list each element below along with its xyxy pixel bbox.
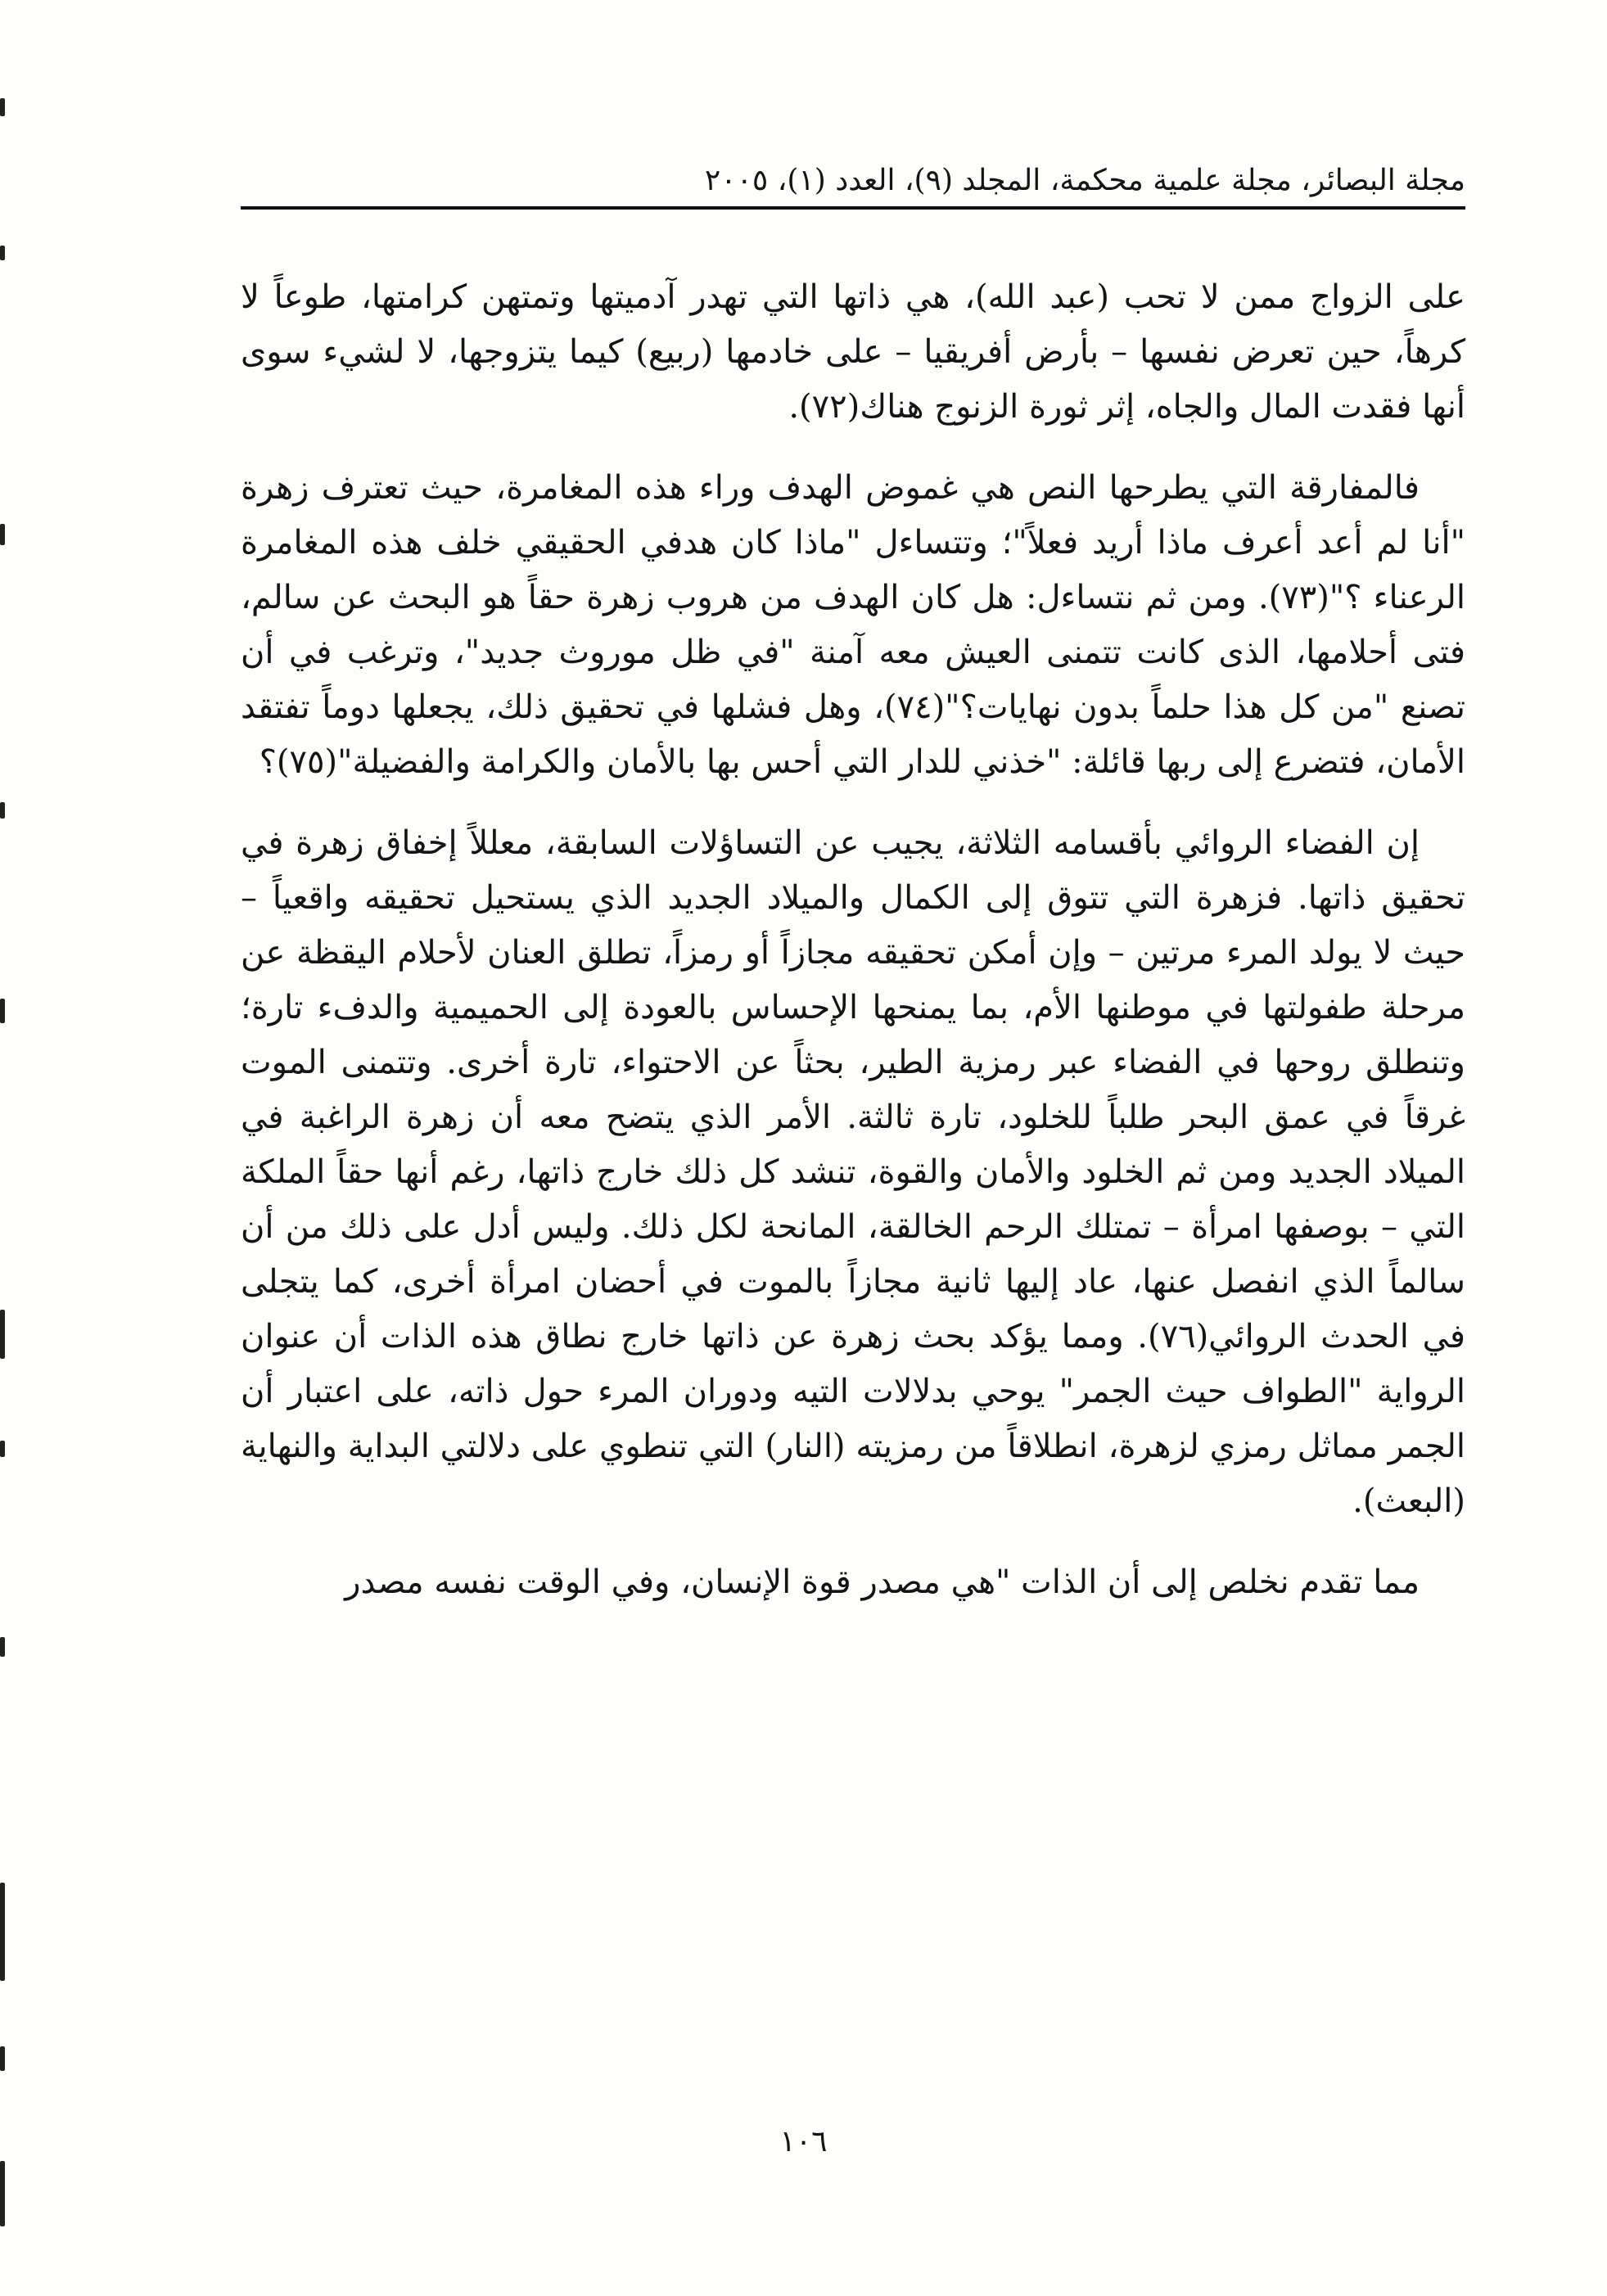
paragraph-1: على الزواج ممن لا تحب (عبد الله)، هي ذاتها التي تهدر آدميتها وتمتهن كرامتها، طوعاً لا كرهاً، حين تعرض نفسها – بأرض أفريقيا – على خادمها (ربيع) كيما يتزوجها، لا لشيء سوى أنها فقدت المال والجاه، إثر ثورة الزنوج هناك(٧٢). xyxy=(241,278,1466,426)
page-number: ١٠٦ xyxy=(779,2125,828,2158)
scan-edge-marks xyxy=(0,0,11,2296)
paragraph-4: مما تقدم نخلص إلى أن الذات "هي مصدر قوة الإنسان، وفي الوقت نفسه مصدر xyxy=(345,1563,1420,1601)
paragraph-3: إن الفضاء الروائي بأقسامه الثلاثة، يجيب عن التساؤلات السابقة، معللاً إخفاق زهرة في تحقيق ذاتها. فزهرة التي تتوق إلى الكمال والميلاد الجديد الذي يستحيل تحقيقه واقعياً – حيث لا يولد المرء مرتين – وإن أمكن تحقيقه مجازاً أو رمزاً، تطلق العنان لأحلام اليقظة عن مرحلة طفولتها في موطنها الأم، بما يمنحها الإحساس بالعودة إلى الحميمية والدفء تارة؛ وتنطلق روحها في الفضاء عبر رمزية الطير، بحثاً عن الاحتواء، تارة أخرى. وتتمنى الموت غرقاً في عمق البحر طلباً للخلود، تارة ثالثة. الأمر الذي يتضح معه أن زهرة الراغبة في الميلاد الجديد ومن ثم الخلود والأمان والقوة، تنشد كل ذلك خارج ذاتها، رغم أنها حقاً الملكة التي – بوصفها امرأة – تمتلك الرحم الخالقة، المانحة لكل ذلك. وليس أدل على ذلك من أن سالماً الذي انفصل عنها، عاد إليها ثانية مجازاً بالموت في أحضان امرأة أخرى، كما يتجلى في الحدث الروائي(٧٦). ومما يؤكد بحث زهرة عن ذاتها خارج نطاق هذه الذات أن عنوان الرواية "الطواف حيث الجمر" يوحي بدلالات التيه ودوران المرء حول ذاته، على اعتبار أن الجمر مماثل رمزي لزهرة، انطلاقاً من رمزيته (النار) التي تنطوي على دلالتي البداية والنهاية (البعث). xyxy=(241,824,1466,1520)
header-rule xyxy=(241,206,1465,210)
running-head: مجلة البصائر، مجلة علمية محكمة، المجلد (٩)، العدد (١)، ٢٠٠٥ xyxy=(704,164,1465,197)
article-body xyxy=(241,270,1465,1636)
paragraph-2: فالمفارقة التي يطرحها النص هي غموض الهدف وراء هذه المغامرة، حيث تعترف زهرة "أنا لم أعد أعرف ماذا أريد فعلاً"؛ وتتساءل "ماذا كان هدفي الحقيقي خلف هذه المغامرة الرعناء ؟"(٧٣). ومن ثم نتساءل: هل كان الهدف من هروب زهرة حقاً هو البحث عن سالم، فتى أحلامها، الذى كانت تتمنى العيش معه آمنة "في ظل موروث جديد"، وترغب في أن تصنع "من كل هذا حلماً بدون نهايات؟"(٧٤)، وهل فشلها في تحقيق ذلك، يجعلها دوماً تفتقد الأمان، فتضرع إلى ربها قائلة: "خذني للدار التي أحس بها بالأمان والكرامة والفضيلة"(٧٥)؟ xyxy=(241,469,1465,781)
